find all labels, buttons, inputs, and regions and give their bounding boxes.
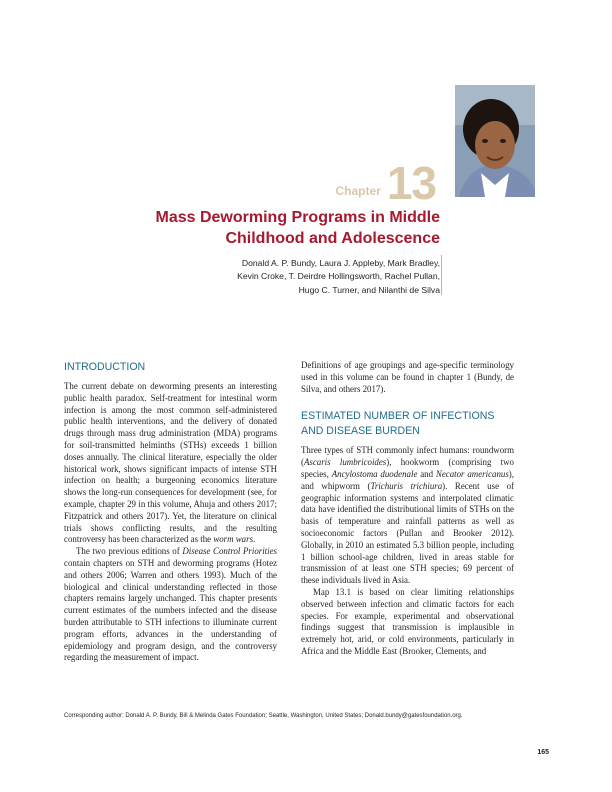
paragraph-text: The two previous editions of [76,546,183,557]
left-column [64,360,277,664]
paragraph-text: ), hookworm (comprising two species, [301,457,514,479]
chapter-number: 13 [386,157,436,209]
corresponding-author-footnote: Corresponding author: Donald A. P. Bundy, Bill & Melinda Gates Foundation; Seattle, Washington, United States; Donald.bundy@gatesfoundation.org. [64,713,463,719]
body-paragraph [64,546,277,664]
body-paragraph [301,445,514,587]
paragraph-text: The current debate on deworming presents an interesting public health paradox. Self-treatment for intestinal worm infection is among the most common self-administered public health interventions, and the delivery of donated drugs through mass drug administration (MDA) programs for soil-transmitted helminths (STHs) exceeds 1 billion doses annually. The clinical literature, especially the older historical work, shows significant impacts of intense STH infection on health; a burgeoning economics literature shows the long-run consequences for development (see, for example, chapter 29 in this volume, Ahuja and others 2017; Fitzpatrick and others 2017). Yet, the literature on clinical trials shows conflicting results, and the resulting controversy has been characterized as the [64,381,277,545]
chapter-photo [455,85,535,197]
chapter-title [120,207,440,249]
child-portrait-image [455,85,535,197]
author-list [120,257,440,297]
paragraph-text: ), and whipworm ( [301,468,514,491]
paragraph-text: ). Recent use of geographic information systems and interpolated climatic data have identified the distributional limits of STHs on the basis of temperature and rainfall patterns as well as socioeconomic factors (Pullan and Brooker 2012). Globally, in 2010 an estimated 5.3 billion people, including 1 billion school-age children, lived in areas stable for transmission of at least one STH species; 69 percent of these individuals lived in Asia. [301,480,514,586]
body-paragraph [64,381,277,546]
author-divider [441,255,442,295]
body-paragraph: Definitions of age groupings and age-specific terminology used in this volume can be found in chapter 1 (Bundy, de Silva, and others 2017). [301,360,514,394]
right-column [301,360,514,658]
author-line: Hugo C. Turner, and Nilanthi de Silva [298,284,440,295]
body-paragraph: Map 13.1 is based on clear limiting relationships observed between infection and climatic factors for each species. For example, experimental and observational findings suggest that transmission is implausible in extremely hot, arid, or cold environments, particularly in Africa and the Middle East (Brooker, Clements, and [301,586,514,656]
italic-term: Ancylostoma duodenale [331,468,418,479]
author-line: Donald A. P. Bundy, Laura J. Appleby, Mark Bradley, [241,258,440,268]
section-heading-infections: ESTIMATED NUMBER OF INFECTIONS AND DISEASE BURDEN [301,410,495,438]
italic-term: Necator americanus [435,468,509,479]
paragraph-text: . [253,534,256,545]
paragraph-text: contain chapters on STH and deworming programs (Hotez and others 2006; Warren and others 1993). Much of the biological and clinical understanding reflected in those chapters remains largely unchanged. This chapter presents current estimates of the numbers infected and the disease burden attributable to STH infections to illuminate current program efforts, advances in the understanding of epidemiology and program design, and the controversy regarding the measurement of impact. [64,557,277,663]
italic-term: Ascaris lumbricoides [303,457,387,468]
italic-term: worm wars [213,534,254,545]
paragraph-text: Three types of STH commonly infect humans: roundworm ( [301,445,514,468]
chapter-title-line: Childhood and Adolescence [225,230,440,247]
chapter-label [335,157,436,209]
italic-term: Trichuris trichiura [370,480,443,491]
section-heading-introduction: INTRODUCTION [64,361,146,373]
chapter-word: Chapter [335,184,381,198]
page-number: 165 [537,749,549,756]
author-line: Kevin Croke, T. Deirdre Hollingsworth, Rachel Pullan, [237,271,440,282]
paragraph-text: and [417,468,436,479]
chapter-title-line: Mass Deworming Programs in Middle [155,209,440,226]
italic-term: Disease Control Priorities [182,546,277,557]
